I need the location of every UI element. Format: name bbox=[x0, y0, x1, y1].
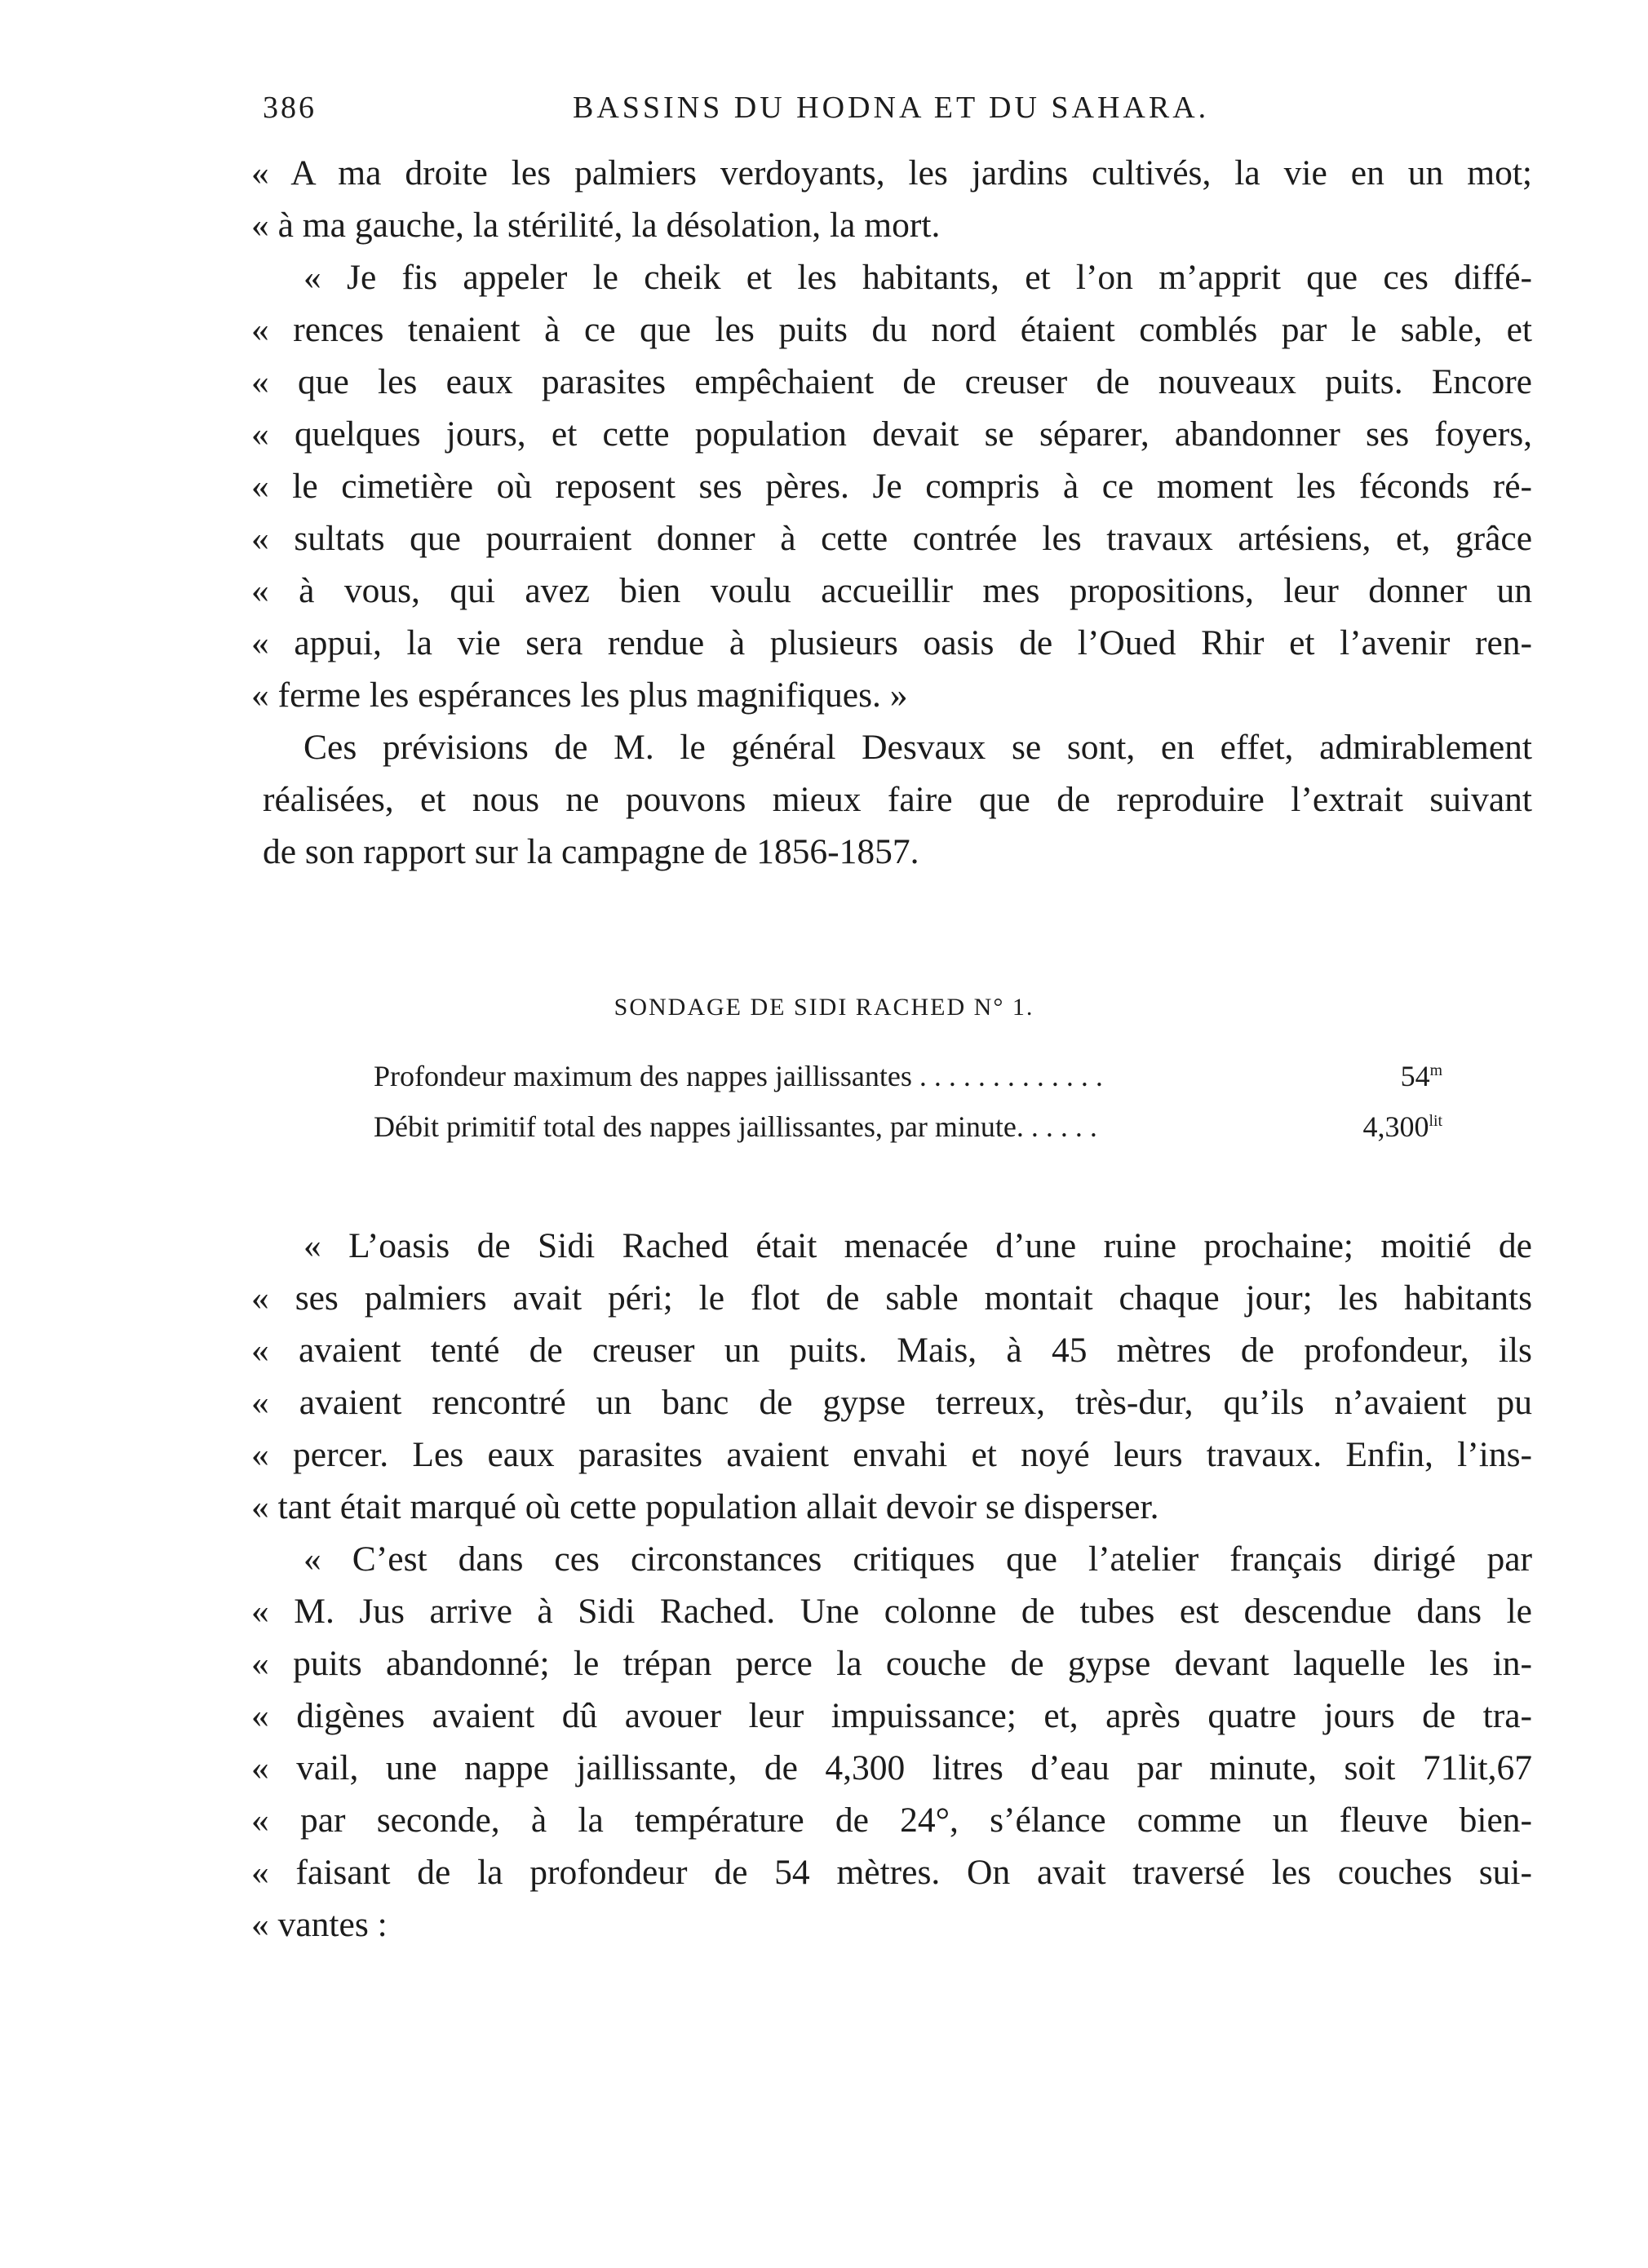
paragraph-line: « puits abandonné; le trépan perce la couche de gypse devant laquelle les in- bbox=[251, 1644, 1532, 1683]
paragraph-line: « quelques jours, et cette population devait se séparer, abandonner ses foyers, bbox=[251, 414, 1532, 454]
paragraph-line: « à vous, qui avez bien voulu accueillir mes propositions, leur donner un bbox=[251, 571, 1532, 610]
paragraph-line: « vail, une nappe jaillissante, de 4,300 litres d’eau par minute, soit 71lit,67 bbox=[251, 1748, 1532, 1787]
paragraph-line: « sultats que pourraient donner à cette contrée les travaux artésiens, et, grâce bbox=[251, 519, 1532, 558]
paragraph-line: « que les eaux parasites empêchaient de creuser de nouveaux puits. Encore bbox=[251, 362, 1532, 401]
paragraph-line: « avaient tenté de creuser un puits. Mais, à 45 mètres de profondeur, ils bbox=[251, 1331, 1532, 1370]
paragraph-line: « rences tenaient à ce que les puits du nord étaient comblés par le sable, et bbox=[251, 310, 1532, 349]
paragraph-line: « avaient rencontré un banc de gypse terreux, très-dur, qu’ils n’avaient pu bbox=[251, 1383, 1532, 1422]
paragraph-line: « le cimetière où reposent ses pères. Je compris à ce moment les féconds ré- bbox=[251, 467, 1532, 506]
paragraph-line: « appui, la vie sera rendue à plusieurs oasis de l’Oued Rhir et l’avenir ren- bbox=[251, 623, 1532, 662]
measurement-row bbox=[374, 1110, 1442, 1154]
paragraph-line: « ses palmiers avait péri; le flot de sable montait chaque jour; les habitants bbox=[251, 1278, 1532, 1318]
section-title: SONDAGE DE SIDI RACHED N° 1. bbox=[614, 994, 1034, 1021]
measurement-value: $4,300^{lit}$ bbox=[1362, 1110, 1442, 1143]
page-number: 386 bbox=[263, 91, 317, 125]
paragraph-line: « M. Jus arrive à Sidi Rached. Une colonne de tubes est descendue dans le bbox=[251, 1592, 1532, 1631]
measurement-value: 54$^m$ bbox=[1400, 1060, 1442, 1092]
paragraph-line: « tant était marqué où cette population allait devoir se disperser. bbox=[251, 1487, 1159, 1526]
paragraph-line: « Je fis appeler le cheik et les habitants, et l’on m’apprit que ces diffé- bbox=[303, 258, 1532, 297]
paragraph-line: « A ma droite les palmiers verdoyants, les jardins cultivés, la vie en un mot; bbox=[251, 153, 1532, 193]
paragraph-line: « digènes avaient dû avouer leur impuissance; et, après quatre jours de tra- bbox=[251, 1696, 1532, 1735]
paragraph-line: réalisées, et nous ne pouvons mieux faire que de reproduire l’extrait suivant bbox=[263, 780, 1532, 819]
paragraph-line: « vantes : bbox=[251, 1905, 388, 1944]
paragraph-line: « par seconde, à la température de 24°, s’élance comme un fleuve bien- bbox=[251, 1801, 1532, 1840]
measurement-label: Profondeur maximum des nappes jaillissantes . . . . . . . . . . . . . bbox=[374, 1060, 1103, 1092]
measurement-label: Débit primitif total des nappes jaillissantes, par minute. . . . . . bbox=[374, 1110, 1097, 1143]
measurement-row bbox=[374, 1059, 1442, 1103]
paragraph-line: Ces prévisions de M. le général Desvaux se sont, en effet, admirablement bbox=[303, 728, 1532, 767]
paragraph-line: de son rapport sur la campagne de 1856-1857. bbox=[263, 832, 919, 871]
paragraph-line: « percer. Les eaux parasites avaient envahi et noyé leurs travaux. Enfin, l’ins- bbox=[251, 1435, 1532, 1474]
paragraph-line: « à ma gauche, la stérilité, la désolation, la mort. bbox=[251, 206, 941, 245]
page-header bbox=[263, 90, 1503, 129]
paragraph-line: « C’est dans ces circonstances critiques que l’atelier français dirigé par bbox=[303, 1539, 1532, 1579]
paragraph-line: « ferme les espérances les plus magnifiques. » bbox=[251, 676, 908, 715]
paragraph-line: « L’oasis de Sidi Rached était menacée d’une ruine prochaine; moitié de bbox=[303, 1226, 1532, 1265]
paragraph-line: « faisant de la profondeur de 54 mètres. On avait traversé les couches sui- bbox=[251, 1853, 1532, 1892]
running-title: BASSINS DU HODNA ET DU SAHARA. bbox=[573, 91, 1210, 125]
